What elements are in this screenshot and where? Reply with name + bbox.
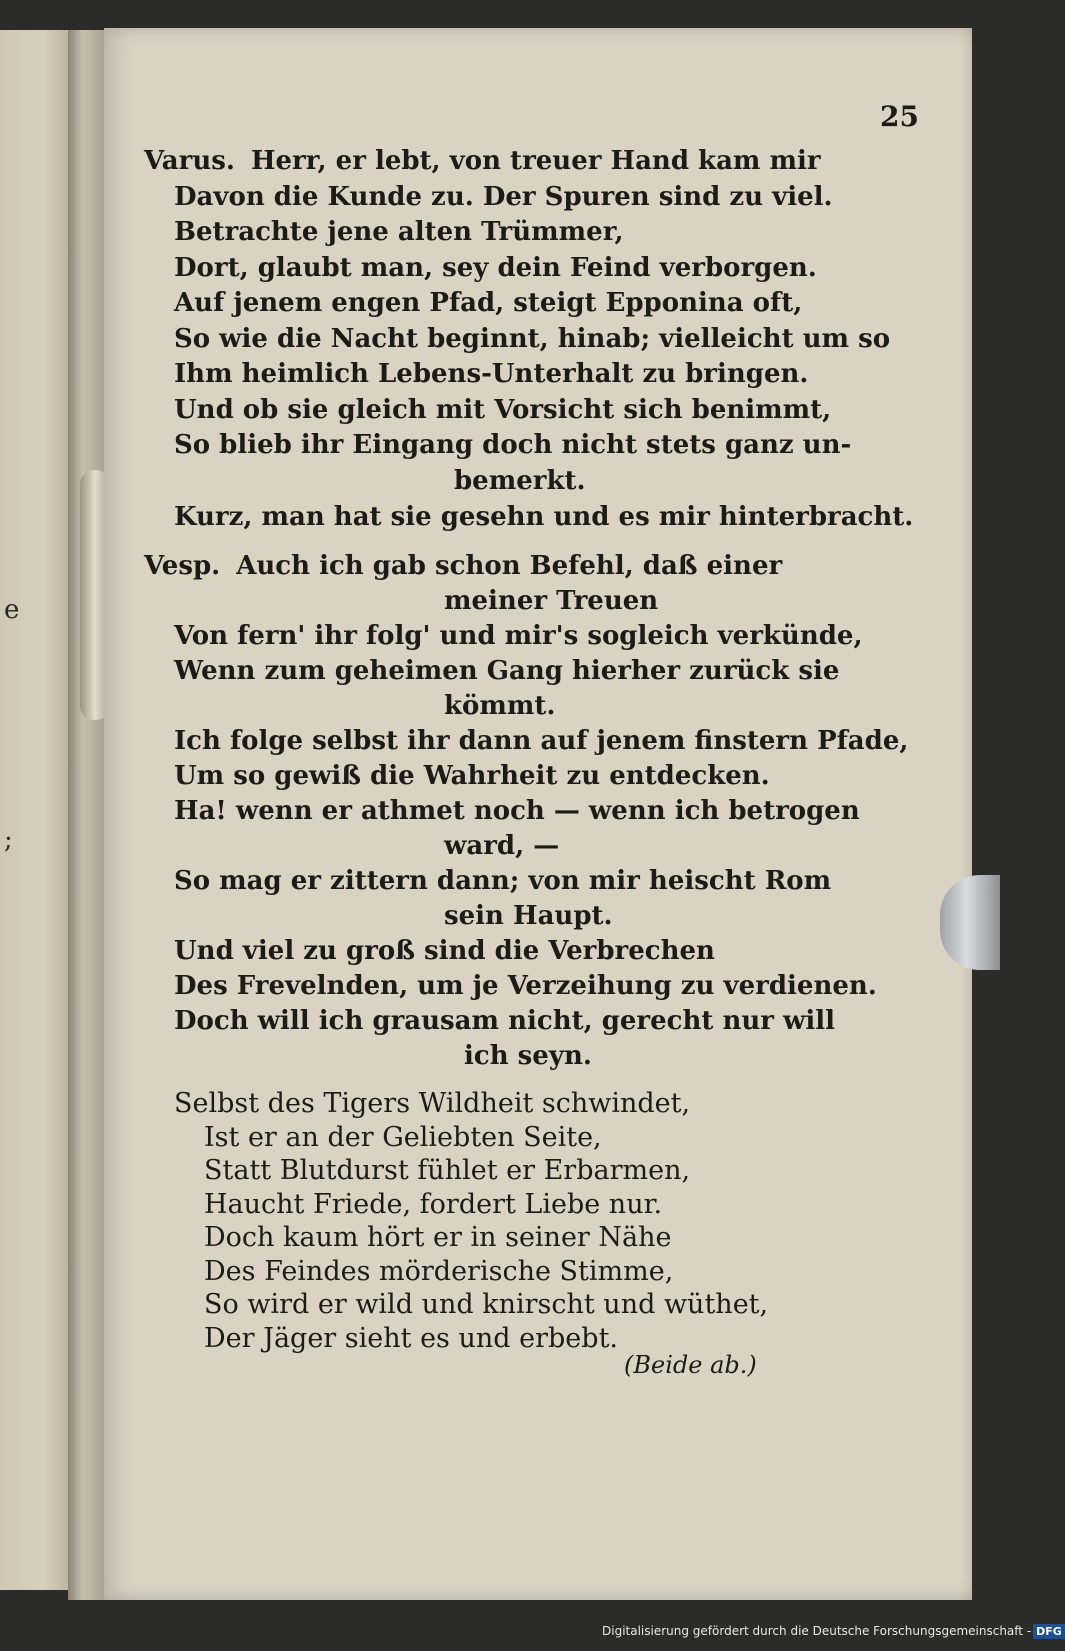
song-line: Des Feindes mörderische Stimme, (204, 1256, 674, 1287)
dialogue-line: Und ob sie gleich mit Vorsicht sich benimmt, (174, 395, 832, 425)
dialogue-line: Auf jenem engen Pfad, steigt Epponina oft, (174, 288, 803, 318)
dialogue-line: Davon die Kunde zu. Der Spuren sind zu viel. (174, 182, 833, 212)
page-clip (940, 875, 1000, 970)
dialogue-line: Ha! wenn er athmet noch — wenn ich betrogen (174, 796, 860, 826)
dialogue-line: ich seyn. (464, 1041, 592, 1071)
song-line: Doch kaum hört er in seiner Nähe (204, 1222, 672, 1253)
song-line: Selbst des Tigers Wildheit schwindet, (174, 1088, 691, 1119)
dialogue-line: Betrachte jene alten Trümmer, (174, 217, 624, 247)
dialogue-line: sein Haupt. (444, 901, 613, 931)
dialogue-line: Und viel zu groß sind die Verbrechen (174, 936, 715, 966)
book-page (104, 28, 972, 1600)
dialogue-line: Kurz, man hat sie gesehn und es mir hinterbracht. (174, 502, 914, 532)
dialogue-line: ward, — (444, 831, 560, 861)
left-page-fragment: ; (4, 825, 13, 855)
dialogue-line: Dort, glaubt man, sey dein Feind verborgen. (174, 253, 817, 283)
dialogue-line: Von fern' ihr folg' und mir's sogleich verkünde, (174, 621, 863, 651)
dialogue-line: Des Frevelnden, um je Verzeihung zu verdienen. (174, 971, 877, 1001)
dialogue-line: meiner Treuen (444, 586, 659, 616)
speaker-name: Varus. (144, 146, 235, 176)
song-line: So wird er wild und knirscht und wüthet, (204, 1289, 769, 1320)
line-text: Auch ich gab schon Befehl, daß einer (236, 551, 783, 581)
song-line: Ist er an der Geliebten Seite, (204, 1122, 602, 1153)
dialogue-line: Um so gewiß die Wahrheit zu entdecken. (174, 761, 770, 791)
dfg-logo: DFG (1033, 1624, 1065, 1639)
line-text: Herr, er lebt, von treuer Hand kam mir (250, 146, 821, 176)
left-page-edge (0, 30, 72, 1590)
left-page-fragment: e (4, 595, 20, 625)
song-line: Der Jäger sieht es und erbebt. (204, 1323, 619, 1354)
dialogue-line: Wenn zum geheimen Gang hierher zurück sie (174, 656, 840, 686)
song-line: Statt Blutdurst fühlet er Erbarmen, (204, 1155, 691, 1186)
dialogue-line: Doch will ich grausam nicht, gerecht nur will (174, 1006, 836, 1036)
dialogue-line: kömmt. (444, 691, 556, 721)
dialogue-line: So wie die Nacht beginnt, hinab; vielleicht um so (174, 324, 891, 354)
speaker-name: Vesp. (144, 551, 221, 581)
dialogue-line: Ich folge selbst ihr dann auf jenem finstern Pfade, (174, 726, 909, 756)
dialogue-line: Ihm heimlich Lebens-Unterhalt zu bringen. (174, 359, 809, 389)
dialogue-line: So mag er zittern dann; von mir heischt Rom (174, 866, 832, 896)
book-gutter (68, 30, 106, 1600)
dialogue-line (144, 148, 821, 174)
page-number: 25 (880, 100, 919, 133)
dialogue-line (144, 553, 782, 579)
digitization-footer (602, 1624, 1065, 1639)
song-line: Haucht Friede, fordert Liebe nur. (204, 1189, 663, 1220)
dialogue-line: So blieb ihr Eingang doch nicht stets ganz un- (174, 430, 852, 460)
dialogue-line: bemerkt. (454, 466, 586, 496)
stage-direction: (Beide ab.) (624, 1351, 757, 1379)
footer-text: Digitalisierung gefördert durch die Deutsche Forschungsgemeinschaft - (602, 1624, 1032, 1638)
